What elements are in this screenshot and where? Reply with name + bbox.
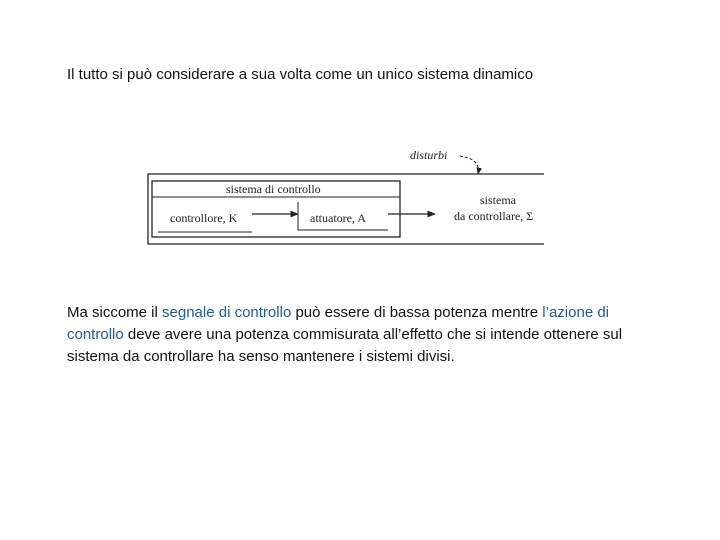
- explanation-paragraph: [67, 302, 667, 368]
- controller-label: controllore, K: [170, 211, 238, 225]
- control-system-label: sistema di controllo: [226, 182, 321, 196]
- paragraph-text-3: deve avere una potenza commisurata all’effetto che si intende ottenere sul sistema da controllare ha senso mantenere i sistemi divisi.: [67, 326, 623, 365]
- highlight-control-signal: segnale di controllo: [162, 304, 292, 321]
- plant-label-line1: sistema: [480, 193, 516, 207]
- diagram-canvas: [140, 140, 560, 255]
- actuator-label: attuatore, A: [310, 211, 366, 225]
- slide-heading: Il tutto si può considerare a sua volta come un unico sistema dinamico: [67, 66, 534, 83]
- paragraph-text-2: può essere di bassa potenza mentre: [291, 304, 543, 321]
- control-system-diagram: [140, 140, 560, 255]
- disturbance-arrow: [460, 156, 478, 174]
- paragraph-text-1: Ma siccome il: [67, 304, 163, 321]
- disturbance-label: disturbi: [410, 148, 448, 162]
- plant-label-line2: da controllare, Σ: [454, 209, 534, 223]
- highlight-control-action: l’azione di controllo: [67, 304, 610, 343]
